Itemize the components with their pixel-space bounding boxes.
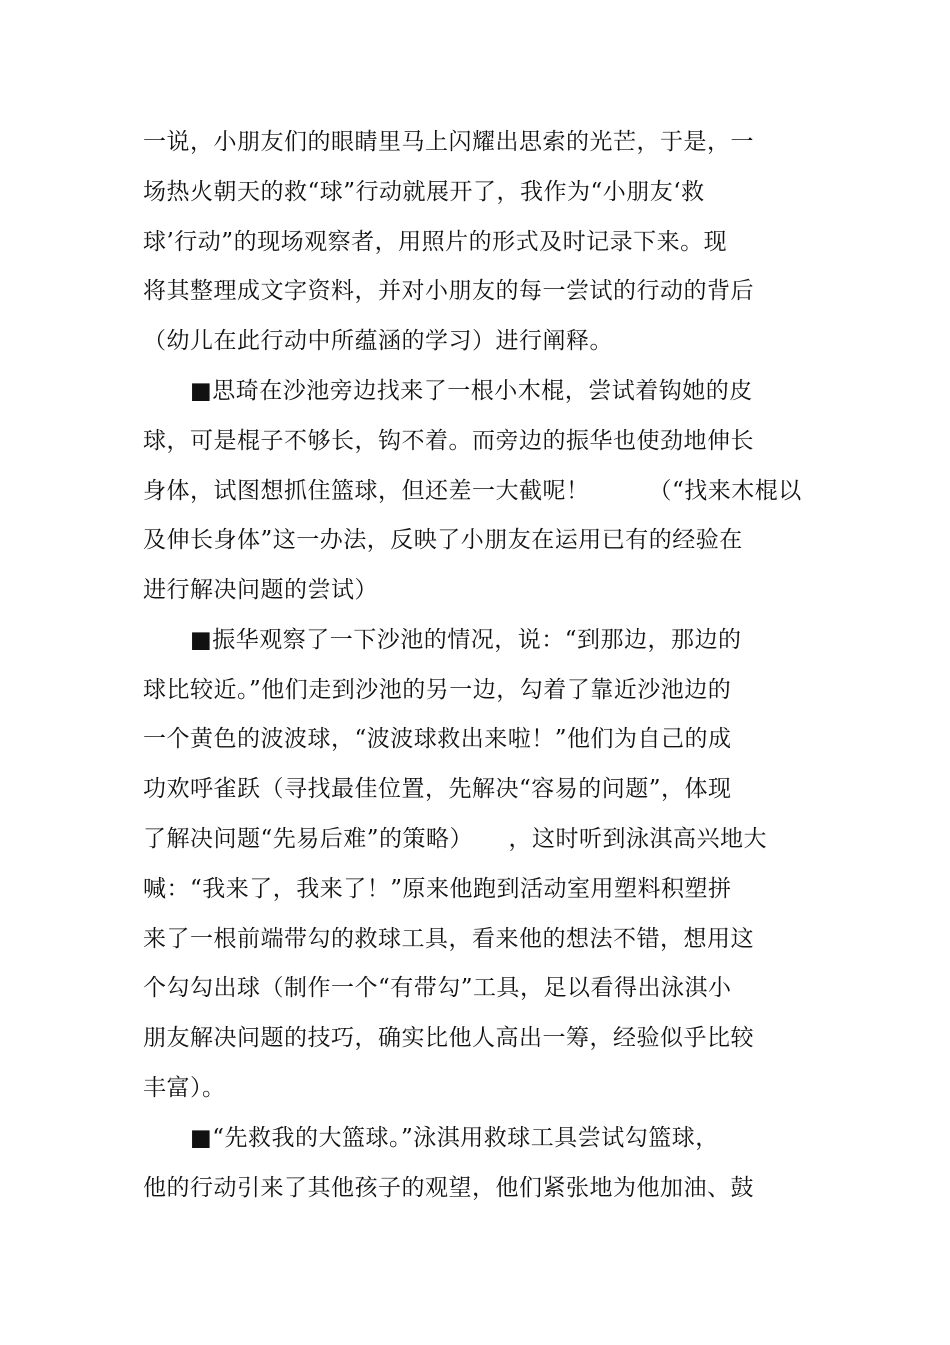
text-line: 功欢呼雀跃（寻找最佳位置，先解决“容易的问题”，体现: [143, 776, 732, 802]
paragraph-start-line: ■思琦在沙池旁边找来了一根小木棍，尝试着钩她的皮: [190, 378, 753, 404]
text-line: 球，可是棍子不够长，钩不着。而旁边的振华也使劲地伸长: [143, 428, 754, 454]
text-line: 来了一根前端带勾的救球工具，看来他的想法不错，想用这: [143, 926, 754, 952]
text-line: 喊：“我来了，我来了！”原来他跑到活动室用塑料积塑拼: [143, 876, 732, 902]
paragraph-start-line: ■“先救我的大篮球。”泳淇用救球工具尝试勾篮球，: [190, 1125, 719, 1151]
text-line: 场热火朝天的救“球”行动就展开了，我作为“小朋友‘救: [143, 179, 705, 205]
text-line: 球’行动”的现场观察者，用照片的形式及时记录下来。现: [143, 229, 728, 255]
text-line: 一说，小朋友们的眼睛里马上闪耀出思索的光芒，于是，一: [143, 129, 754, 155]
text-line: 丰富）。: [143, 1075, 226, 1101]
text-line: 一个黄色的波波球，“波波球救出来啦！”他们为自己的成: [143, 726, 732, 752]
text-line: 了解决问题“先易后难”的策略） ，这时听到泳淇高兴地大: [143, 826, 768, 852]
text-line: （幼儿在此行动中所蕴涵的学习）进行阐释。: [143, 328, 613, 354]
text-line: 将其整理成文字资料，并对小朋友的每一尝试的行动的背后: [143, 278, 754, 304]
text-line: 他的行动引来了其他孩子的观望，他们紧张地为他加油、鼓: [143, 1175, 754, 1201]
text-line: 进行解决问题的尝试）: [143, 577, 378, 603]
text-line: 及伸长身体”这一办法，反映了小朋友在运用已有的经验在: [143, 527, 743, 553]
text-line: 身体，试图想抓住篮球，但还差一大截呢！ （“找来木棍以: [143, 478, 802, 504]
paragraph-start-line: ■振华观察了一下沙池的情况，说：“到那边，那边的: [190, 627, 742, 653]
text-line: 球比较近。”他们走到沙池的另一边，勾着了靠近沙池边的: [143, 677, 732, 703]
text-line: 个勾勾出球（制作一个“有带勾”工具，足以看得出泳淇小: [143, 975, 732, 1001]
text-line: 朋友解决问题的技巧，确实比他人高出一筹，经验似乎比较: [143, 1025, 754, 1051]
